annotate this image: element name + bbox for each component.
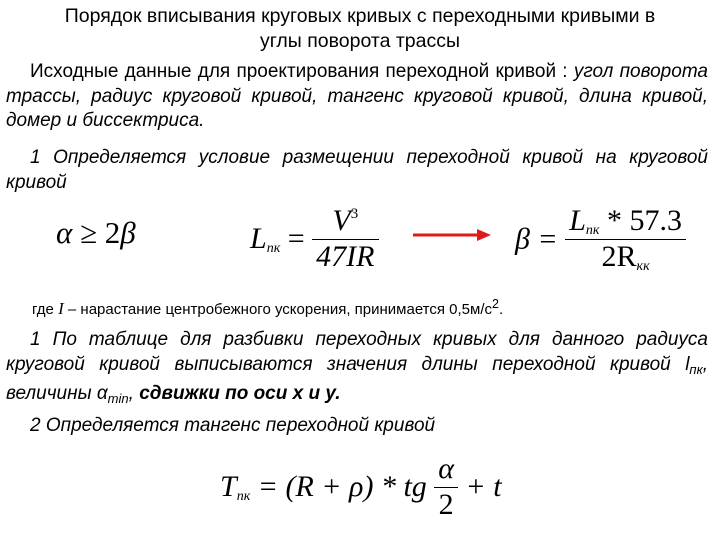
tpk-mid: = (R + ρ) * tg xyxy=(250,469,427,503)
alpha-num: 2 xyxy=(104,215,121,250)
intro-lead: Исходные данные для проектирования переходной кривой : xyxy=(30,61,574,82)
lpk-den: 47IR xyxy=(316,239,375,273)
step1-table-sub1: пк xyxy=(689,361,703,377)
note-text: – нарастание центробежного ускорения, принимается 0,5м/с xyxy=(63,301,492,318)
page-title xyxy=(0,4,720,54)
tpk-frac-den: 2 xyxy=(438,487,454,521)
beta-num-l: L xyxy=(569,204,586,237)
tpk-end: + t xyxy=(465,470,502,503)
step2 xyxy=(6,414,708,439)
step1-table xyxy=(6,328,708,412)
lpk-l: L xyxy=(250,221,267,255)
lpk-eq: = xyxy=(280,221,313,255)
lpk-sub: пк xyxy=(266,240,281,256)
title-line-2: углы поворота трассы xyxy=(259,30,460,52)
right-arrow-icon xyxy=(413,228,491,242)
note-symbol: I xyxy=(58,299,64,318)
alpha-rhs: β xyxy=(120,215,136,250)
step1-table-part2: , величины α xyxy=(6,353,708,404)
tpk-sub: пк xyxy=(236,488,251,504)
note-exp: 2 xyxy=(492,297,499,311)
intro-paragraph xyxy=(6,60,708,134)
tpk-fraction xyxy=(434,452,458,522)
beta-den: 2R xyxy=(601,240,637,274)
step1-condition-text: 1 Определяется условие размещении переходной кривой на круговой кривой xyxy=(6,147,708,193)
beta-num-sub: пк xyxy=(585,223,600,238)
beta-lhs: β = xyxy=(515,222,566,256)
step1-table-sub2: min xyxy=(107,391,129,406)
lpk-num-exp: 3 xyxy=(350,206,359,222)
title-line-1: Порядок вписывания круговых кривых с переходными кривыми в xyxy=(64,5,656,27)
beta-fraction xyxy=(565,204,686,275)
note-prefix: где xyxy=(32,301,59,318)
lpk-fraction xyxy=(312,204,378,274)
lpk-num-v: V xyxy=(332,204,351,237)
beta-num-rest: * 57.3 xyxy=(599,204,682,237)
step1-condition xyxy=(6,146,708,195)
intro-rest: угол поворота трассы, радиус круговой кривой, тангенс круговой кривой, длина кривой, домер и биссектриса. xyxy=(6,61,708,131)
note-end: . xyxy=(498,301,504,318)
tpk-frac-num: α xyxy=(438,452,455,485)
formula-tangent xyxy=(220,452,502,522)
formula-note xyxy=(32,294,503,320)
step2-text: 2 Определяется тангенс переходной кривой xyxy=(30,415,436,436)
formula-alpha-condition xyxy=(56,215,136,251)
step1-table-part3: , xyxy=(128,383,140,404)
step1-table-part1: 1 По таблице для разбивки переходных кривых для данного радиуса круговой кривой выписываются значения длины переходной кривой l xyxy=(6,329,708,375)
tpk-t: T xyxy=(220,469,237,503)
formula-beta xyxy=(515,204,686,275)
alpha-lhs: α ≥ xyxy=(56,215,105,250)
step1-table-bold: сдвижки по оси х и у. xyxy=(139,383,341,404)
beta-den-sub: кк xyxy=(636,259,650,275)
formula-transition-length xyxy=(250,204,379,274)
